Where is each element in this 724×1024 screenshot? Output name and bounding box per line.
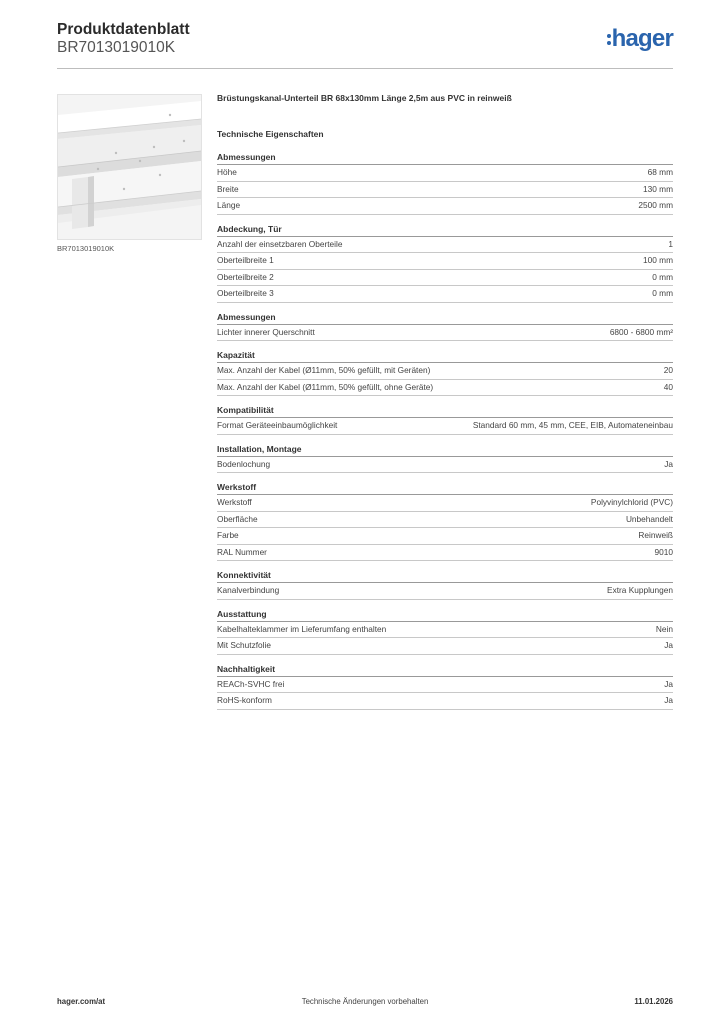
page-title: Produktdatenblatt — [57, 21, 190, 38]
property-label: Breite — [217, 183, 239, 194]
property-label: Format Geräteeinbaumöglichkeit — [217, 420, 338, 430]
footer-date: 11.01.2026 — [634, 997, 673, 1006]
property-value: 68 mm — [647, 167, 673, 177]
property-value: 100 mm — [643, 255, 673, 265]
property-section — [217, 444, 673, 474]
property-value: 0 mm — [652, 271, 673, 282]
property-row — [217, 418, 673, 435]
property-section — [217, 482, 673, 561]
section-title: Abmessungen — [217, 152, 673, 165]
property-row — [217, 622, 673, 639]
property-section — [217, 405, 673, 435]
footer-website[interactable]: hager.com/at — [57, 997, 106, 1006]
property-value: Ja — [664, 458, 673, 469]
property-label: RoHS-konform — [217, 695, 272, 705]
property-row — [217, 253, 673, 270]
property-value: Standard 60 mm, 45 mm, CEE, EIB, Automateneinbau — [472, 420, 673, 430]
property-row — [217, 677, 673, 694]
image-caption: BR7013019010K — [57, 244, 115, 253]
property-label: Mit Schutzfolie — [217, 640, 271, 650]
property-label: Oberteilbreite 1 — [217, 255, 274, 265]
property-row — [217, 583, 673, 600]
property-label: Bodenlochung — [217, 458, 271, 469]
section-title: Abmessungen — [217, 312, 673, 325]
property-section — [217, 664, 673, 710]
property-value: Nein — [655, 623, 673, 634]
cable-duct-illustration — [58, 95, 201, 239]
property-value: Ja — [664, 695, 673, 705]
property-value: Ja — [664, 640, 673, 650]
property-value: 9010 — [654, 546, 673, 557]
logo-text: hager — [611, 25, 673, 52]
property-label: Länge — [217, 200, 241, 210]
property-section — [217, 350, 673, 396]
property-label: Anzahl der einsetzbaren Oberteile — [217, 238, 343, 249]
property-label: Kabelhalteklammer im Lieferumfang enthalten — [217, 623, 387, 634]
section-title: Installation, Montage — [217, 444, 673, 457]
property-row — [217, 237, 673, 254]
property-label: Oberteilbreite 3 — [217, 288, 274, 298]
property-value: Ja — [664, 678, 673, 689]
product-name: Brüstungskanal-Unterteil BR 68x130mm Länge 2,5m aus PVC in reinweiß — [217, 93, 512, 103]
property-row — [217, 363, 673, 380]
hager-logo — [607, 27, 673, 51]
property-label: Oberteilbreite 2 — [217, 271, 274, 282]
property-row — [217, 165, 673, 182]
property-row — [217, 325, 673, 342]
section-title: Nachhaltigkeit — [217, 664, 673, 677]
property-label: Max. Anzahl der Kabel (Ø11mm, 50% gefüllt, ohne Geräte) — [217, 381, 434, 392]
page-header — [57, 20, 673, 68]
property-row — [217, 495, 673, 512]
property-value: Reinweiß — [638, 530, 673, 540]
footer-disclaimer: Technische Änderungen vorbehalten — [301, 997, 429, 1006]
property-row — [217, 528, 673, 545]
property-value: 1 — [668, 238, 673, 249]
section-title: Abdeckung, Tür — [217, 224, 673, 237]
property-value: 20 — [663, 365, 673, 375]
property-row — [217, 693, 673, 710]
property-row — [217, 286, 673, 303]
section-title: Werkstoff — [217, 482, 673, 495]
property-section — [217, 609, 673, 655]
technical-properties-heading: Technische Eigenschaften — [217, 129, 324, 139]
property-value: Polyvinylchlorid (PVC) — [590, 497, 673, 507]
property-label: Max. Anzahl der Kabel (Ø11mm, 50% gefüllt, mit Geräten) — [217, 365, 431, 375]
property-label: Kanalverbindung — [217, 585, 280, 595]
property-row — [217, 457, 673, 474]
property-row — [217, 638, 673, 655]
property-value: 2500 mm — [638, 200, 673, 210]
section-title: Ausstattung — [217, 609, 673, 622]
property-section — [217, 570, 673, 600]
datasheet-content — [217, 93, 673, 719]
property-label: Lichter innerer Querschnitt — [217, 326, 315, 337]
property-label: Oberfläche — [217, 513, 258, 524]
property-label: Werkstoff — [217, 497, 252, 507]
property-row — [217, 182, 673, 199]
property-section — [217, 152, 673, 215]
property-value: 0 mm — [652, 288, 673, 298]
header-divider — [57, 68, 673, 69]
property-value: 6800 - 6800 mm² — [609, 326, 673, 337]
property-row — [217, 545, 673, 562]
property-label: Höhe — [217, 167, 237, 177]
property-row — [217, 380, 673, 397]
product-image — [57, 94, 202, 240]
property-label: REACh-SVHC frei — [217, 678, 285, 689]
logo-dots-icon — [607, 32, 611, 46]
property-value: Extra Kupplungen — [607, 585, 673, 595]
property-sections — [217, 152, 673, 710]
property-section — [217, 224, 673, 303]
property-row — [217, 270, 673, 287]
section-title: Kapazität — [217, 350, 673, 363]
property-value: 40 — [663, 381, 673, 392]
section-title: Konnektivität — [217, 570, 673, 583]
property-label: Farbe — [217, 530, 239, 540]
property-label: RAL Nummer — [217, 546, 267, 557]
property-row — [217, 198, 673, 215]
article-number: BR7013019010K — [57, 39, 176, 56]
property-value: Unbehandelt — [625, 513, 673, 524]
property-section — [217, 312, 673, 342]
property-row — [217, 512, 673, 529]
section-title: Kompatibilität — [217, 405, 673, 418]
property-value: 130 mm — [643, 183, 673, 194]
